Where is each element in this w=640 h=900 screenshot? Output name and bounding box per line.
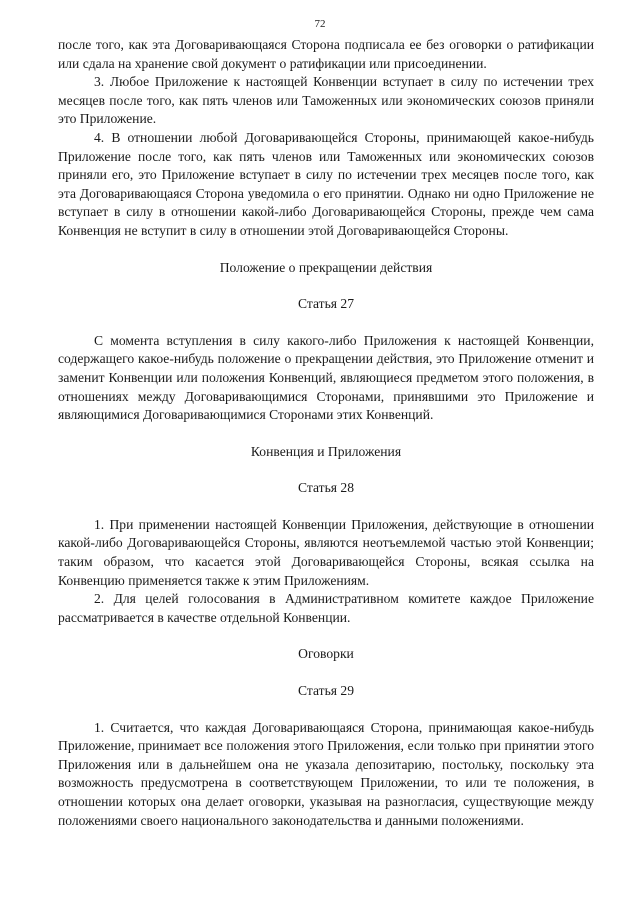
page-number: 72 bbox=[314, 18, 326, 30]
article-29-title: Статья 29 bbox=[297, 683, 355, 699]
article-28-paragraph-1: 1. При применении настоящей Конвенции Приложения, действующие в отношении какой-либо Договаривающейся Стороны, являются неотъемлемой частью этой Конвенции; таким образом, что касается этой Договаривающейся Стороны, всякая ссылка на Конвенцию применяется также к этим Приложениям. bbox=[58, 516, 594, 588]
article-28-paragraph-2: 2. Для целей голосования в Административном комитете каждое Приложение рассматривается в качестве отдельной Конвенции. bbox=[58, 591, 594, 625]
section-heading-reservations: Оговорки bbox=[298, 646, 354, 662]
article-27-title: Статья 27 bbox=[297, 296, 355, 312]
section-heading-termination: Положение о прекращении действия bbox=[219, 259, 433, 275]
article-29-paragraph-1: 1. Считается, что каждая Договаривающаяся Сторона, принимающая какое-нибудь Приложение, принимает все положения этого Приложения, если только при принятии этого Приложения или в дальнейшем она не указала депозитарию, постольку, поскольку эта возможность предусмотрена в соответствующем Приложении, то или те положения, в отношении которых она делает оговорки, указывая на разногласия, существующие между положениями своего национального законодательства и данными положениями. bbox=[58, 719, 594, 828]
document-body bbox=[58, 36, 594, 830]
paragraph-3: 3. Любое Приложение к настоящей Конвенции вступает в силу по истечении трех месяцев после того, как пять членов или Таможенных или экономических союзов приняли это Приложение. bbox=[58, 74, 594, 127]
article-28-title: Статья 28 bbox=[297, 480, 355, 496]
paragraph-continuation: после того, как эта Договаривающаяся Сторона подписала ее без оговорки о ратификации или сдала на хранение свой документ о ратификации или присоединении. bbox=[58, 37, 594, 71]
section-heading-convention-annexes: Конвенция и Приложения bbox=[250, 443, 402, 459]
article-27-paragraph: С момента вступления в силу какого-либо Приложения к настоящей Конвенции, содержащего какое-нибудь положение о прекращении действия, это Приложение отменит и заменит Конвенции или положения Конвенций, являющиеся предметом этого положения, в отношениях между Договаривающимися Сторонами, принявшими это Приложение и являющимися Договаривающимися Сторонами этих Конвенций. bbox=[58, 332, 594, 423]
paragraph-4: 4. В отношении любой Договаривающейся Стороны, принимающей какое-нибудь Приложение после того, как пять членов или Таможенных или экономических союзов приняли его, это Приложение вступает в силу по истечении трех месяцев после того, как эта Договаривающаяся Сторона уведомила о его принятии. Однако ни одно Приложение не вступает в силу в отношении какой-либо Договаривающейся Стороны, прежде чем сама Конвенция не вступит в силу в отношении этой Договаривающейся Стороны. bbox=[58, 129, 594, 238]
